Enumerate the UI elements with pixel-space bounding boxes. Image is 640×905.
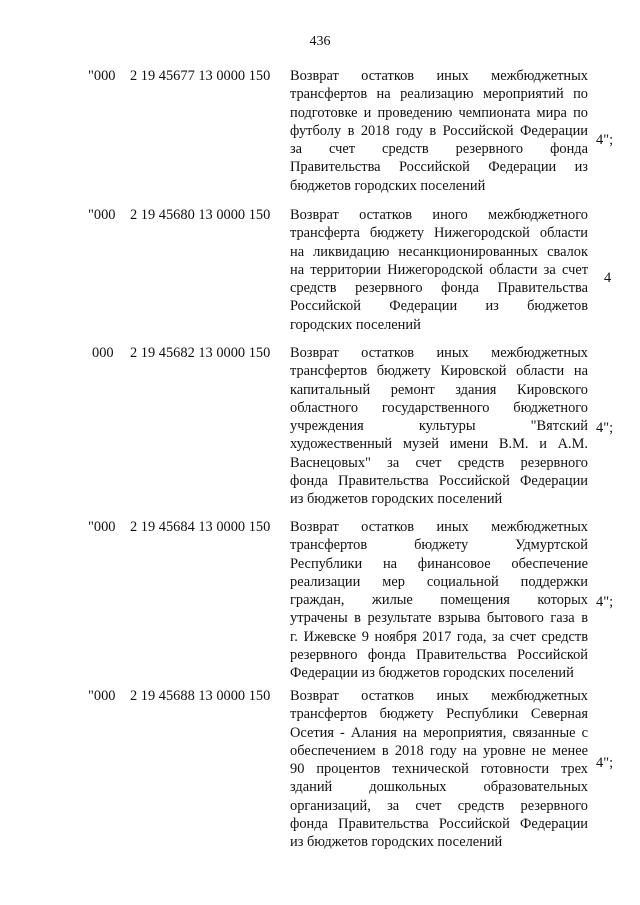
description-line: Осетия - Алания на мероприятия, связанные с — [290, 724, 588, 741]
budget-classification-code: 2 19 45688 13 0000 150 — [130, 688, 271, 704]
admin-code: "000 — [88, 688, 116, 704]
description-line: трансферта бюджету Нижегородской области — [290, 225, 588, 242]
description-line: футболу в 2018 году в Российской Федерации — [290, 122, 588, 139]
entry-tail-mark: 4"; — [596, 594, 614, 610]
description-line: Васнецовых" за счет средств резервного — [290, 454, 588, 471]
description-line: Возврат остатков иных межбюджетных — [290, 68, 588, 84]
admin-code: "000 — [88, 519, 116, 535]
description-line: обеспечением в 2018 году на уровне не менее — [290, 742, 588, 759]
page-number: 436 — [309, 34, 331, 49]
admin-code: 000 — [92, 345, 114, 361]
description-line: граждан, жилые помещения которых — [290, 592, 588, 609]
description-line: из бюджетов городских поселений — [290, 834, 503, 851]
description-line: фонда Правительства Российской Федерации — [290, 473, 588, 490]
description-line: реализации мер социальной поддержки — [290, 573, 588, 590]
description-line: областного государственного бюджетного — [290, 399, 588, 416]
description-line: из бюджетов городских поселений — [290, 491, 503, 508]
description-line: Возврат остатков иных межбюджетных — [290, 519, 588, 535]
description-line: подготовке и проведению чемпионата мира по — [290, 104, 588, 121]
entry-description — [290, 518, 588, 683]
description-line: средств резервного фонда Правительства — [290, 280, 588, 297]
description-line: организаций, за счет средств резервного — [290, 797, 588, 814]
description-line: Федерации из бюджетов городских поселений — [290, 665, 574, 682]
description-line: учреждения культуры "Вятский — [290, 418, 588, 435]
description-line: Возврат остатков иного межбюджетного — [290, 207, 588, 223]
description-line: г. Ижевске 9 ноября 2017 года, за счет средств — [290, 628, 588, 645]
entry-description — [290, 67, 588, 195]
description-line: 90 процентов технической готовности трех — [290, 761, 588, 778]
description-line: Возврат остатков иных межбюджетных — [290, 688, 588, 704]
description-line: бюджетов городских поселений — [290, 177, 486, 194]
budget-classification-code: 2 19 45680 13 0000 150 — [130, 207, 271, 223]
entry-tail-mark: 4"; — [596, 755, 614, 771]
entry-description — [290, 206, 588, 334]
description-line: Республики на финансовое обеспечение — [290, 555, 588, 572]
entry-description — [290, 687, 588, 852]
budget-classification-code: 2 19 45677 13 0000 150 — [130, 68, 271, 84]
description-line: трансфертов бюджету Удмуртской — [290, 537, 588, 554]
entry-description — [290, 344, 588, 509]
description-line: зданий дошкольных образовательных — [290, 779, 588, 796]
description-line: утрачены в результате взрыва бытового газа в — [290, 610, 588, 627]
description-line: трансфертов бюджету Республики Северная — [290, 706, 588, 723]
description-line: трансфертов бюджету Кировской области на — [290, 363, 588, 380]
description-line: на территории Нижегородской области за счет — [290, 261, 588, 278]
admin-code: "000 — [88, 207, 116, 223]
admin-code: "000 — [88, 68, 116, 84]
description-line: фонда Правительства Российской Федерации — [290, 816, 588, 833]
description-line: на ликвидацию несанкционированных свалок — [290, 243, 588, 260]
entry-tail-mark: 4"; — [596, 132, 614, 148]
description-line: Российской Федерации из бюджетов — [290, 298, 588, 315]
description-line: за счет средств резервного фонда — [290, 141, 588, 158]
description-line: Возврат остатков иных межбюджетных — [290, 345, 588, 361]
budget-classification-code: 2 19 45684 13 0000 150 — [130, 519, 271, 535]
description-line: Правительства Российской Федерации из — [290, 159, 588, 176]
description-line: трансфертов на реализацию мероприятий по — [290, 86, 588, 103]
entry-tail-mark: 4"; — [596, 420, 614, 436]
description-line: городских поселений — [290, 316, 421, 333]
description-line: художественный музей имени В.М. и А.М. — [290, 436, 588, 453]
description-line: резервного фонда Правительства Российской — [290, 647, 588, 664]
budget-classification-code: 2 19 45682 13 0000 150 — [130, 345, 271, 361]
description-line: капитальный ремонт здания Кировского — [290, 381, 588, 398]
entry-tail-mark: 4 — [604, 270, 612, 286]
